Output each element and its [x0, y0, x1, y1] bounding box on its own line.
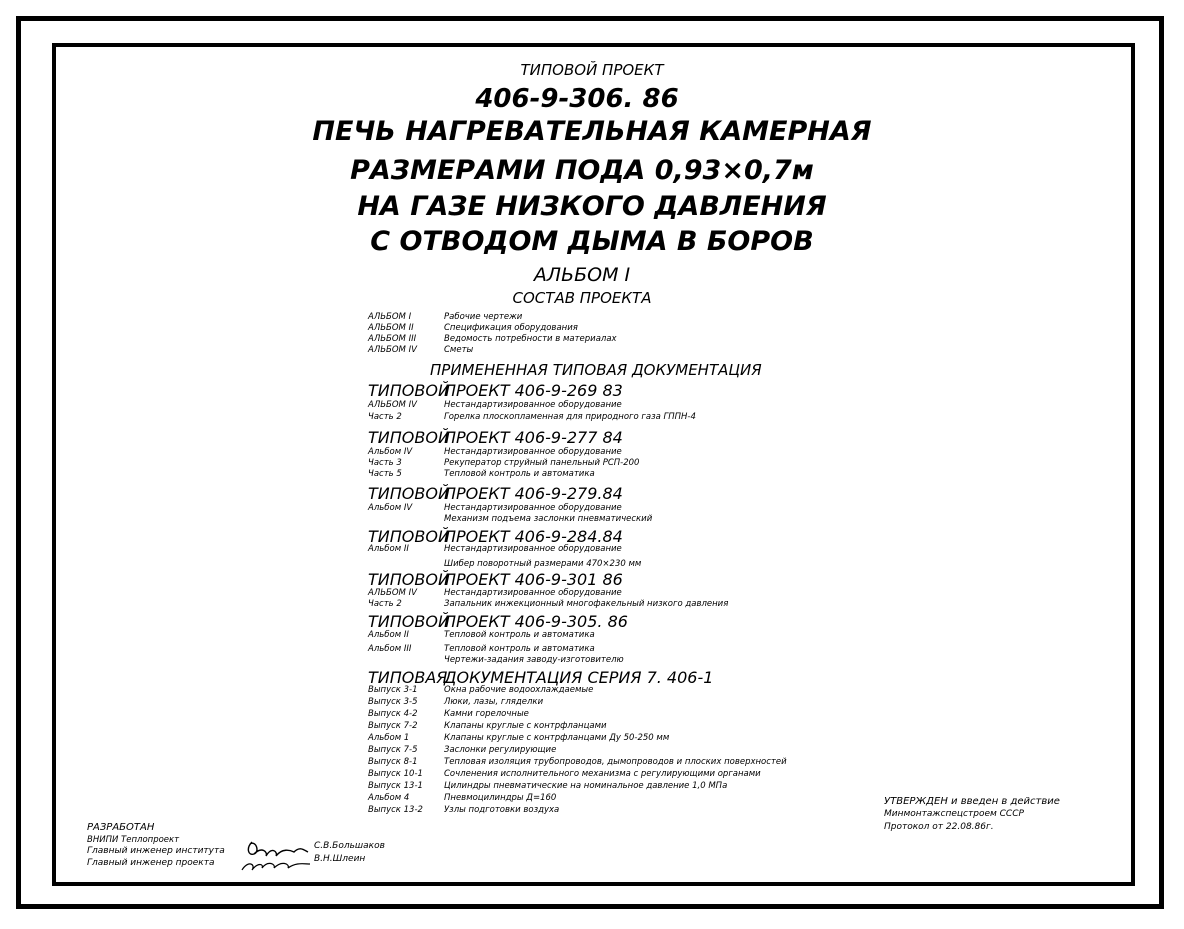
project-row: Часть 5 Тепловой контроль и автоматика	[368, 469, 595, 479]
project-header: ТИПОВОЙПРОЕКТ 406-9-277 84	[368, 428, 623, 447]
composition-item: АЛЬБОМ II Спецификация оборудования	[368, 323, 578, 333]
project-header: ТИПОВОЙПРОЕКТ 406-9-284.84	[368, 527, 623, 546]
series-row: Выпуск 3-5 Люки, лазы, гляделки	[368, 697, 544, 707]
title-line-3: НА ГАЗЕ НИЗКОГО ДАВЛЕНИЯ	[357, 191, 827, 222]
developer-name-1: С.В.Большаков	[314, 841, 385, 851]
project-row: АЛЬБОМ IV Нестандартизированное оборудование	[368, 400, 622, 410]
series-row: Альбом 1 Клапаны круглые с контрфланцами Ду 50-250 мм	[368, 733, 670, 743]
composition-item: АЛЬБОМ I Рабочие чертежи	[368, 312, 523, 322]
project-header: ТИПОВОЙПРОЕКТ 406-9-301 86	[368, 570, 623, 589]
composition-item: АЛЬБОМ IV Сметы	[368, 345, 474, 355]
title-line-1: ПЕЧЬ НАГРЕВАТЕЛЬНАЯ КАМЕРНАЯ	[312, 116, 872, 147]
project-row: Часть 2 Горелка плоскопламенная для природного газа ГППН-4	[368, 412, 696, 422]
project-row: Альбом II Тепловой контроль и автоматика	[368, 630, 595, 640]
developer-role-1: Главный инженер института	[87, 846, 225, 856]
series-row: Выпуск 10-1 Сочленения исполнительного механизма с регулирующими органами	[368, 769, 761, 779]
developer-name-2: В.Н.Шлеин	[314, 854, 366, 864]
developer-heading: РАЗРАБОТАН	[87, 822, 155, 833]
developer-role-2: Главный инженер проекта	[87, 858, 215, 868]
project-row: Альбом IV Нестандартизированное оборудование	[368, 503, 622, 513]
series-row: Выпуск 13-1 Цилиндры пневматические на номинальное давление 1,0 МПа	[368, 781, 728, 791]
project-row: АЛЬБОМ IV Нестандартизированное оборудование	[368, 588, 622, 598]
album-label: АЛЬБОМ I	[533, 264, 631, 286]
project-row: Чертежи-задания заводу-изготовителю	[444, 655, 624, 665]
signature-image	[238, 834, 314, 876]
project-row: Альбом IV Нестандартизированное оборудование	[368, 447, 622, 457]
series-row: Выпуск 7-5 Заслонки регулирующие	[368, 745, 557, 755]
series-row: Выпуск 8-1 Тепловая изоляция трубопроводов, дымопроводов и плоских поверхностей	[368, 757, 787, 767]
series-row: Выпуск 7-2 Клапаны круглые с контрфланцами	[368, 721, 607, 731]
developer-org: ВНИПИ Теплопроект	[87, 835, 180, 845]
project-row: Альбом II Нестандартизированное оборудование	[368, 544, 622, 554]
project-header: ТИПОВОЙПРОЕКТ 406-9-269 83	[368, 381, 623, 400]
doc-type: ТИПОВОЙ ПРОЕКТ	[520, 61, 664, 79]
series-row: Выпуск 4-2 Камни горелочные	[368, 709, 529, 719]
title-line-2: РАЗМЕРАМИ ПОДА 0,93×0,7м	[350, 155, 814, 186]
project-row: Альбом III Тепловой контроль и автоматика	[368, 644, 595, 654]
project-row: Часть 3 Рекуператор струйный панельный РСП-200	[368, 458, 640, 468]
composition-heading: СОСТАВ ПРОЕКТА	[512, 289, 652, 307]
composition-item: АЛЬБОМ III Ведомость потребности в материалах	[368, 334, 617, 344]
approved-line-3: Протокол от 22.08.86г.	[884, 822, 994, 832]
project-header: ТИПОВОЙПРОЕКТ 406-9-279.84	[368, 484, 623, 503]
project-row: Часть 2 Запальник инжекционный многофакельный низкого давления	[368, 599, 729, 609]
approved-line-1: УТВЕРЖДЕН и введен в действие	[884, 796, 1060, 807]
series-header: ТИПОВАЯДОКУМЕНТАЦИЯ СЕРИЯ 7. 406-1	[368, 668, 714, 687]
project-row: Шибер поворотный размерами 470×230 мм	[444, 559, 642, 569]
title-line-4: С ОТВОДОМ ДЫМА В БОРОВ	[370, 226, 814, 257]
project-row: Механизм подъема заслонки пневматический	[444, 514, 653, 524]
project-number: 406-9-306. 86	[475, 84, 679, 114]
series-row: Выпуск 13-2 Узлы подготовки воздуха	[368, 805, 560, 815]
series-row: Альбом 4 Пневмоцилиндры Д=160	[368, 793, 557, 803]
project-header: ТИПОВОЙПРОЕКТ 406-9-305. 86	[368, 612, 628, 631]
applied-heading: ПРИМЕНЕННАЯ ТИПОВАЯ ДОКУМЕНТАЦИЯ	[430, 361, 762, 379]
series-row: Выпуск 3-1 Окна рабочие водоохлаждаемые	[368, 685, 594, 695]
approved-line-2: Минмонтажспецстроем СССР	[884, 809, 1024, 819]
